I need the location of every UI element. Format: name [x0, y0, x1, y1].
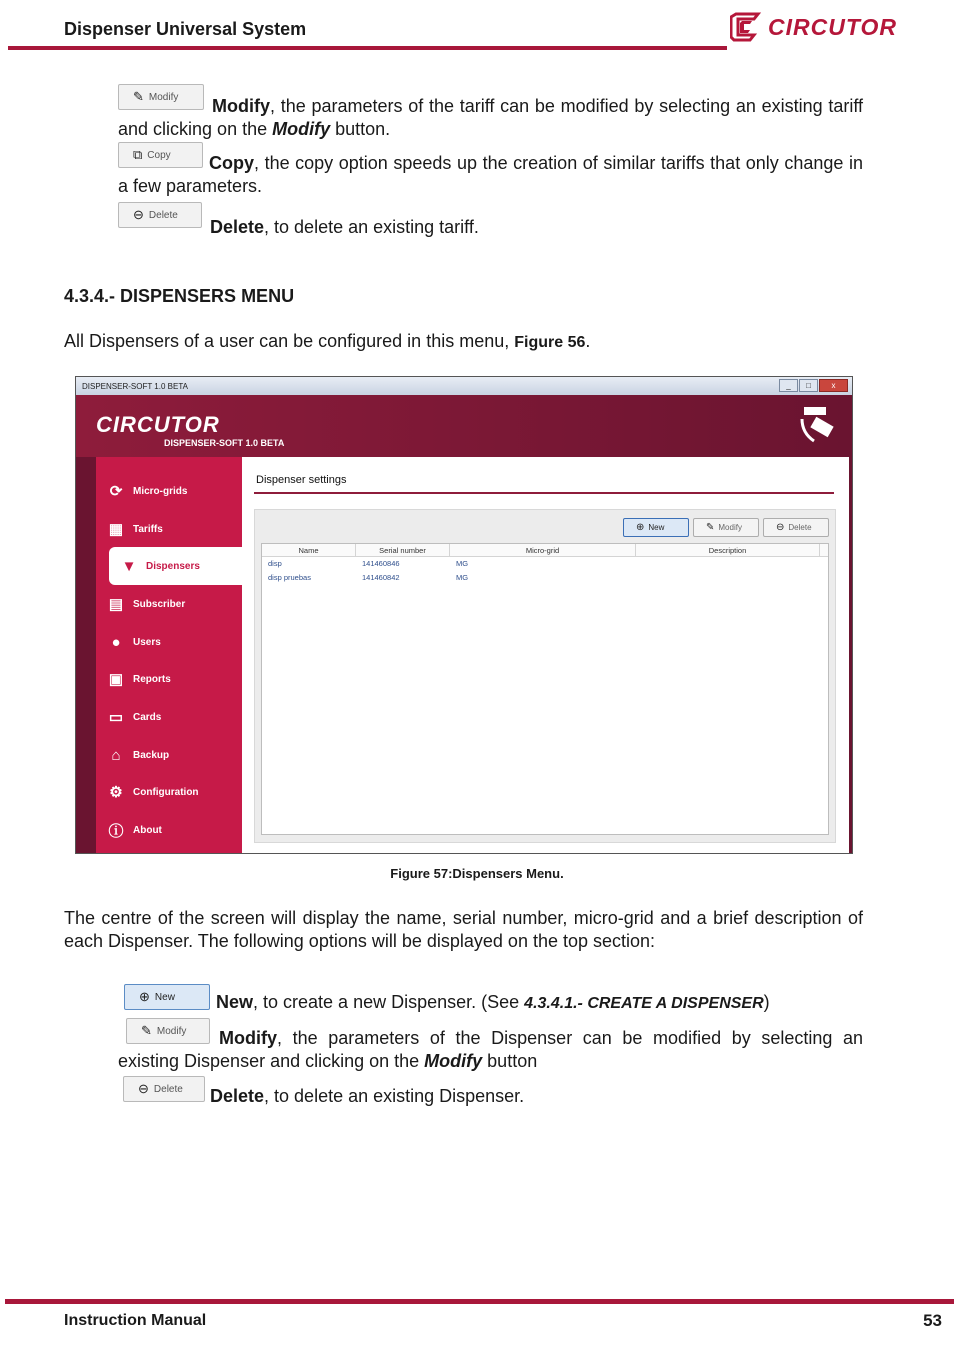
table-row[interactable]: disp 141460846 MG [268, 559, 469, 568]
window-titlebar [76, 377, 852, 395]
running-header: Dispenser Universal System [64, 19, 307, 39]
copy-tariff-description: Copy, the copy option speeds up the creation of similar tariffs that only change in a few parameters. [118, 153, 863, 196]
content-area [242, 457, 849, 853]
subscriber-card-icon: ▤ [108, 596, 124, 613]
minimize-button[interactable]: _ [779, 379, 798, 392]
card-icon: ▭ [108, 709, 124, 726]
content-title: Dispenser settings [256, 474, 347, 486]
app-window [75, 376, 853, 854]
calendar-icon: ▦ [108, 521, 124, 538]
sidebar-item-configuration[interactable]: ⚙ Configuration [96, 773, 242, 811]
new-button[interactable]: ⊕ New [623, 518, 689, 537]
backup-icon: ⌂ [111, 746, 121, 764]
sidebar-item-dispensers[interactable]: ▼ Dispensers [109, 547, 242, 585]
sidebar-item-reports[interactable]: ▣ Reports [96, 660, 242, 698]
minus-circle-icon: ⊖ [776, 522, 785, 533]
table-row[interactable]: disp pruebas 141460842 MG [268, 573, 469, 582]
pencil-icon: ✎ [133, 89, 144, 104]
page-number: 53 [923, 1311, 942, 1330]
delete-dispenser-button-illustration: ⊖ Delete [123, 1076, 205, 1102]
column-header[interactable]: Serial number [356, 544, 450, 556]
copy-icon: ⧉ [133, 147, 143, 162]
delete-button-illustration: ⊖ Delete [118, 202, 202, 228]
figure-caption: Figure 57:Dispensers Menu. [390, 866, 564, 881]
plus-circle-icon: ⊕ [636, 522, 645, 533]
dispenser-icon: ▼ [121, 557, 137, 575]
app-body [76, 457, 852, 853]
micro-grid-icon: ⟳ [109, 483, 123, 500]
app-logo: CIRCUTOR [96, 412, 220, 437]
user-icon: ● [111, 633, 121, 651]
dispenser-table [261, 543, 829, 835]
minus-circle-icon: ⊖ [138, 1081, 149, 1096]
table-header [262, 544, 828, 557]
pencil-icon: ✎ [706, 522, 715, 533]
delete-dispenser-description: Delete, to delete an existing Dispenser. [210, 1086, 525, 1106]
brand-name: CIRCUTOR [768, 13, 897, 40]
copy-button-illustration: ⧉ Copy [118, 142, 203, 168]
maximize-button[interactable]: □ [799, 379, 818, 392]
section-heading: 4.3.4.- DISPENSERS MENU [64, 286, 295, 306]
dispenser-panel [254, 509, 836, 843]
modify-button-illustration: ✎ Modify [118, 84, 204, 110]
info-icon: ⓘ [108, 822, 124, 840]
sidebar-item-cards[interactable]: ▭ Cards [96, 698, 242, 736]
window-title: DISPENSER-SOFT 1.0 BETA [82, 381, 188, 391]
gear-icon: ⚙ [109, 784, 123, 801]
sidebar-item-backup[interactable]: ⌂ Backup [96, 736, 242, 774]
body-paragraph: The centre of the screen will display the name, serial number, micro-grid and a brief description of each Dispenser. The following options will be displayed on the top section: [64, 908, 863, 951]
brand-logo [730, 10, 897, 44]
plus-circle-icon: ⊕ [139, 989, 150, 1004]
sidebar-item-micro-grids[interactable]: ⟳ Micro-grids [96, 472, 242, 510]
footer-rule [5, 1299, 954, 1304]
dispenser-card-icon [798, 405, 838, 445]
header-rule [8, 46, 727, 50]
column-header[interactable]: Name [262, 544, 356, 556]
column-header[interactable]: Micro-grid [450, 544, 636, 556]
footer-manual-label: Instruction Manual [64, 1312, 207, 1329]
column-header[interactable]: Description [636, 544, 820, 556]
close-button[interactable]: x [819, 379, 848, 392]
new-button-illustration: ⊕ New [124, 984, 210, 1010]
modify-button[interactable]: ✎ Modify [693, 518, 759, 537]
sidebar-item-subscriber[interactable]: ▤ Subscriber [96, 585, 242, 623]
pencil-icon: ✎ [141, 1023, 152, 1038]
sidebar-item-tariffs[interactable]: ▦ Tariffs [96, 510, 242, 548]
modify-tariff-description: Modify, the parameters of the tariff can be modified by selecting an existing tariff and clicking on the Modify button. [118, 96, 863, 139]
sidebar-item-about[interactable]: ⓘ About [96, 811, 242, 849]
new-dispenser-description: New, to create a new Dispenser. (See 4.3.4.1.- CREATE A DISPENSER) [216, 992, 770, 1012]
sidebar [96, 457, 242, 853]
circutor-c-icon [730, 10, 764, 44]
app-banner [76, 395, 852, 457]
clipboard-icon: ▣ [108, 671, 124, 688]
content-rule [254, 492, 834, 494]
minus-circle-icon: ⊖ [133, 207, 144, 222]
delete-button[interactable]: ⊖ Delete [763, 518, 829, 537]
delete-tariff-description: Delete, to delete an existing tariff. [210, 217, 479, 237]
section-intro: All Dispensers of a user can be configured in this menu, Figure 56. [64, 331, 591, 351]
app-subtitle: DISPENSER-SOFT 1.0 BETA [164, 438, 285, 448]
sidebar-item-users[interactable]: ● Users [96, 623, 242, 661]
modify-dispenser-description: Modify, the parameters of the Dispenser can be modified by selecting an existing Dispenser and clicking on the Modify button [118, 1028, 863, 1071]
modify-dispenser-button-illustration: ✎ Modify [126, 1018, 210, 1044]
